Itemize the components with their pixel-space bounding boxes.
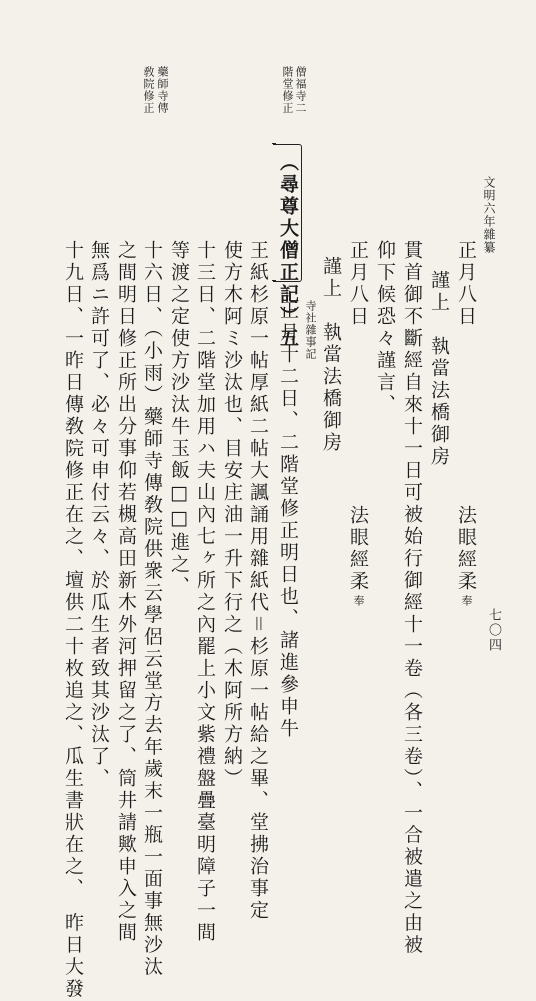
signature-2-name: 法眼經柔	[347, 505, 369, 593]
text-column-10: 十三日、二階堂加用ハ夫山內七ヶ所之內罷上小文紫禮盤疊臺明障子一間	[194, 240, 216, 944]
source-title: （尋尊大僧正記）五	[277, 152, 299, 350]
text-column-14: 無爲ニ許可了、必々可申付云々、於瓜生者致其沙汰了、	[88, 240, 110, 790]
text-column-8: 王紙杉原一帖厚紙二帖大諷誦用雜紙代＝杉原一帖給之畢、堂拂治事定	[247, 240, 269, 923]
note-top-right-1: 僧福寺二	[294, 66, 307, 114]
note-top-right-2: 階堂修正	[281, 66, 294, 114]
page-number: 七〇四	[486, 608, 501, 653]
text-column-15: 十九日、一昨日傳敎院修正在之、壇供二十枚追之、瓜生書狀在之、 昨日大發	[62, 240, 84, 1001]
text-column-6: 謹上 執當法橋御房	[320, 256, 342, 454]
text-column-3: 貫首御不斷經自來十一日可被始行御經十一卷（各三卷）、一合被遣之由被	[401, 240, 423, 957]
signature-1-suffix: 奉	[460, 595, 473, 607]
note-top-left-1: 藥師寺傳	[156, 66, 169, 114]
text-column-4: 仰下候恐々謹言、	[374, 240, 396, 416]
entry-source-label: 寺社雜事記	[304, 300, 317, 360]
text-column-12: 十六日、（小雨）藥師寺傳敎院供衆云學侶云堂方去年歲末一瓶一面事無沙汰	[141, 240, 163, 979]
text-column-9: 使方木阿ミ沙汰也、目安庄油一升下行之（木阿所方納）	[221, 240, 243, 790]
note-top-left-2: 敎院修正	[142, 66, 155, 114]
running-title: 文明六年雜纂	[482, 176, 496, 254]
text-column-11: 等渡之定使方沙汰牛玉飯□□進之、	[168, 240, 190, 598]
text-column-5: 正月八日	[347, 240, 369, 328]
text-column-2: 謹上 執當法橋御房	[428, 270, 450, 468]
text-column-1: 正月八日	[455, 240, 477, 328]
entry-header-text: 正月十二日、二階堂修正明日也、諸進參申牛	[277, 300, 299, 740]
signature-1-name: 法眼經柔	[455, 505, 477, 593]
text-column-13: 之間明日修正所出分事仰若槻高田新木外河押留之了、筒井請歟申入之間	[115, 240, 137, 944]
signature-2-suffix: 奉	[352, 595, 365, 607]
